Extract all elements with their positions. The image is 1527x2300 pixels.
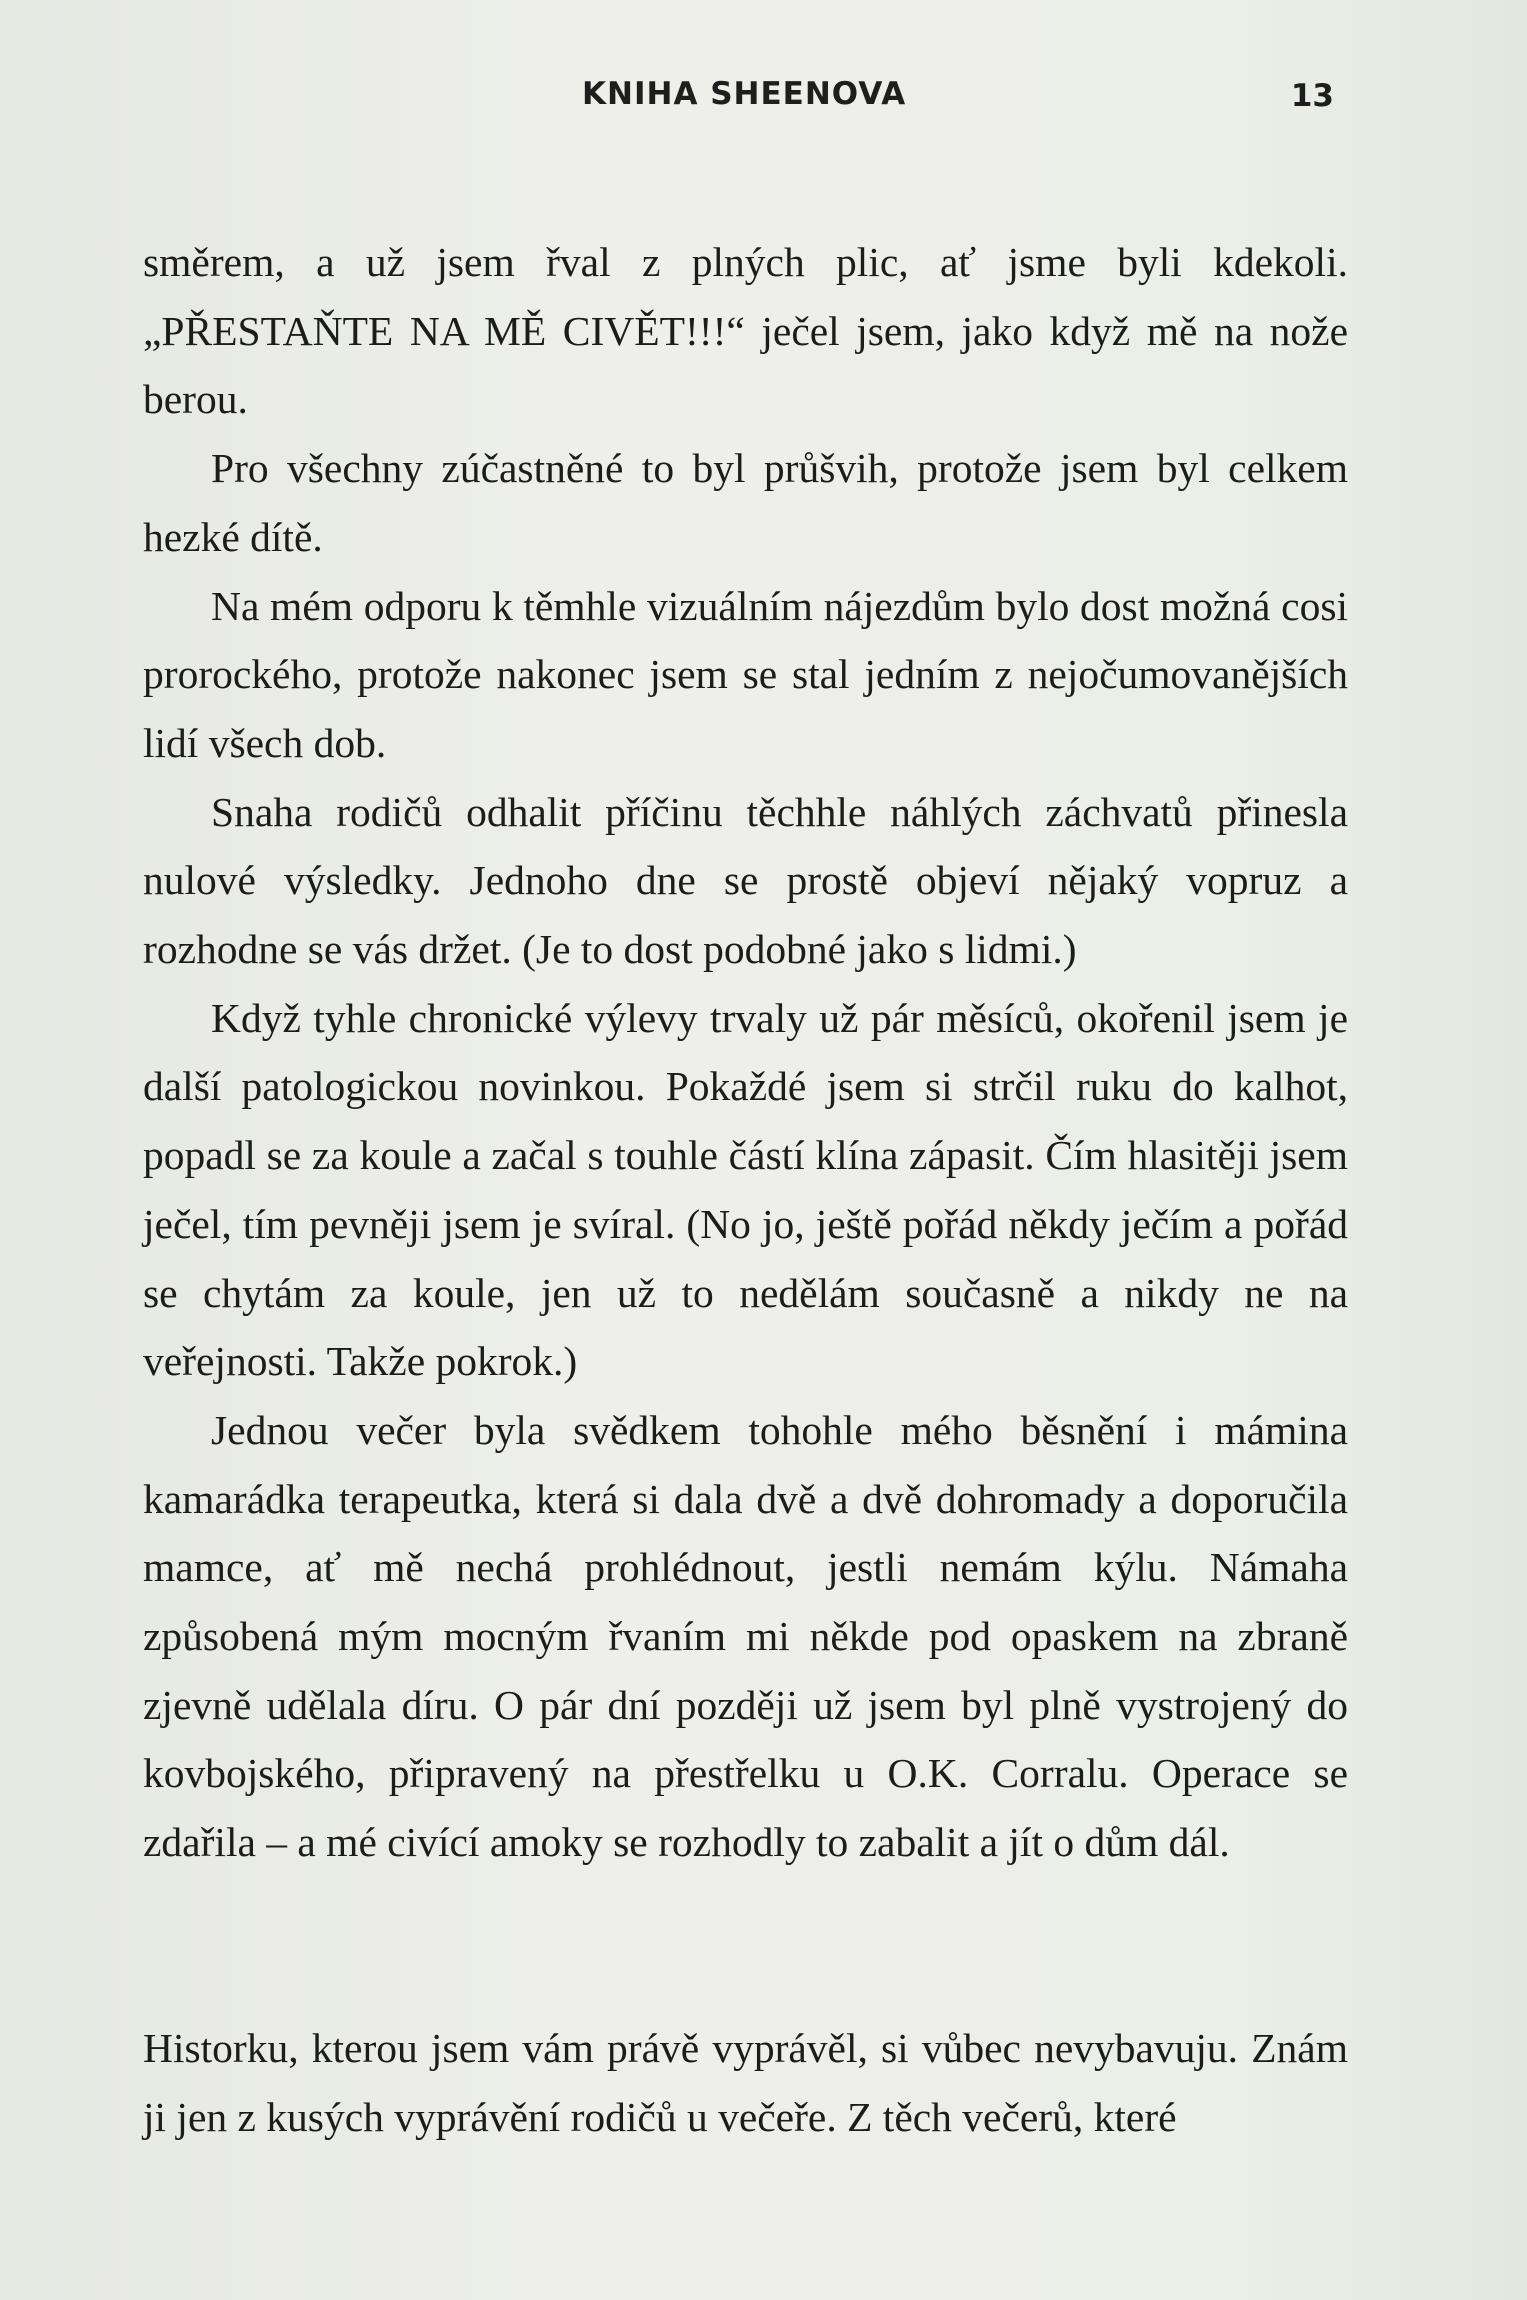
paragraph: Jednou večer byla svědkem tohohle mého běsnění i mámina kamarádka terapeutka, která si dala dvě a dvě dohromady a doporučila mamce, ať mě nechá prohlédnout, jestli nemám kýlu. Námaha způsobená mým mocným řvaním mi někde pod opaskem na zbraně zjevně udělala díru. O pár dní později už jsem byl plně vystrojený do kovbojského, připravený na přestřelku u O.K. Corralu. Operace se zdařila – a mé civící amoky se rozhodly to zabalit a jít o dům dál.	[143, 1406, 1348, 1866]
paragraph: Historku, kterou jsem vám právě vyprávěl, si vůbec nevybavuju. Znám ji jen z kusých vyprávění rodičů u večeře. Z těch večerů, které	[143, 2024, 1348, 2140]
paragraph: Na mém odporu k těmhle vizuálním nájezdům bylo dost možná cosi prorockého, protože nakonec jsem se stal jedním z nejočumovanějších lidí všech dob.	[143, 582, 1348, 766]
page-number: 13	[1290, 78, 1334, 114]
paragraph: směrem, a už jsem řval z plných plic, ať jsme byli kdekoli. „PŘESTAŇTE NA MĚ CIVĚT!!!“ ječel jsem, jako když mě na nože berou.	[143, 239, 1348, 423]
section-break	[143, 1877, 1348, 2014]
body-text	[143, 228, 1348, 2151]
paragraph: Snaha rodičů odhalit příčinu těchhle náhlých záchvatů přinesla nulové výsledky. Jednoho dne se prostě objeví nějaký vopruz a rozhodne se vás držet. (Je to dost podobné jako s lidmi.)	[143, 788, 1348, 973]
paragraph: Pro všechny zúčastněné to byl průšvih, protože jsem byl celkem hezké dítě.	[143, 445, 1348, 560]
running-title: KNIHA SHEENOVA	[582, 76, 907, 112]
running-header	[0, 76, 1527, 120]
paragraph: Když tyhle chronické výlevy trvaly už pár měsíců, okořenil jsem je další patologickou novinkou. Pokaždé jsem si strčil ruku do kalhot, popadl se za koule a začal s touhle částí klína zápasit. Čím hlasitěji jsem ječel, tím pevněji jsem je svíral. (No jo, ještě pořád někdy ječím a pořád se chytám za koule, jen už to nedělám současně a nikdy ne na veřejnosti. Takže pokrok.)	[143, 994, 1348, 1385]
